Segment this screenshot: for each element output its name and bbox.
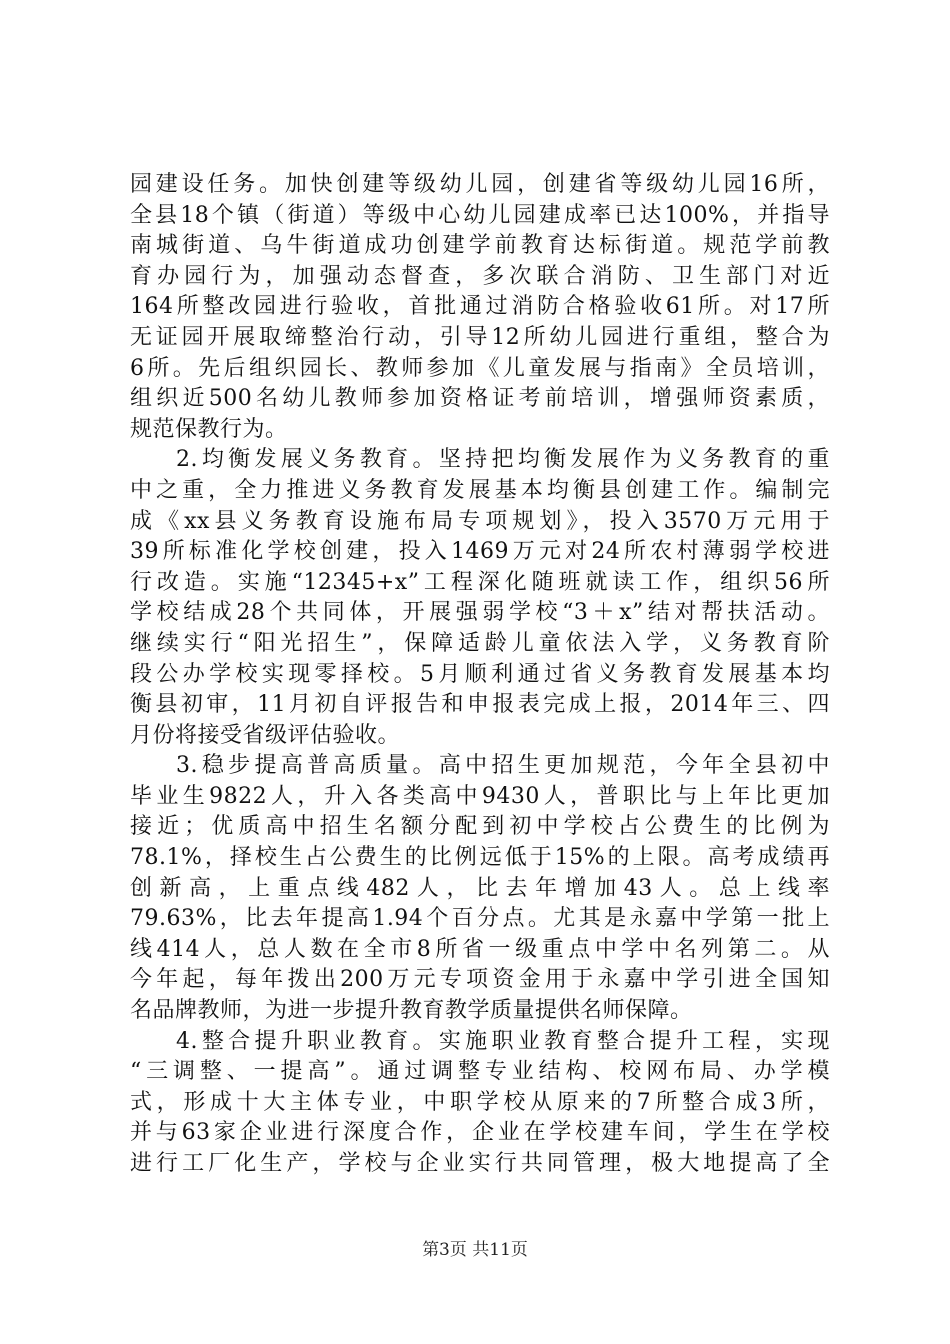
text-line: 衡县初审，11月初自评报告和申报表完成上报，2014年三、四 xyxy=(130,692,830,718)
text-line: 育办园行为，加强动态督查，多次联合消防、卫生部门对近 xyxy=(130,263,830,289)
text-line: 段公办学校实现零择校。5月顺利通过省义务教育发展基本均 xyxy=(130,661,830,687)
text-line: 3.稳步提高普高质量。高中招生更加规范，今年全县初中 xyxy=(176,753,830,779)
text-line: 中之重，全力推进义务教育发展基本均衡县创建工作。编制完 xyxy=(130,477,830,503)
text-line: 2.均衡发展义务教育。坚持把均衡发展作为义务教育的重 xyxy=(176,447,830,473)
text-line: 无证园开展取缔整治行动，引导12所幼儿园进行重组，整合为 xyxy=(130,324,830,350)
text-line: 南城街道、乌牛街道成功创建学前教育达标街道。规范学前教 xyxy=(130,233,830,259)
text-line: 6所。先后组织园长、教师参加《儿童发展与指南》全员培训， xyxy=(130,355,830,381)
text-line: 今年起，每年拨出200万元专项资金用于永嘉中学引进全国知 xyxy=(130,967,830,993)
text-line: 线414人，总人数在全市8所省一级重点中学中名列第二。从 xyxy=(130,936,830,962)
text-line: 名品牌教师，为进一步提升教育教学质量提供名师保障。 xyxy=(130,998,693,1024)
text-line: 学校结成28个共同体，开展强弱学校“3＋x”结对帮扶活动。 xyxy=(130,600,830,626)
text-line: 4.整合提升职业教育。实施职业教育整合提升工程，实现 xyxy=(176,1028,830,1054)
text-line: 行改造。实施“12345+x”工程深化随班就读工作，组织56所 xyxy=(130,569,830,595)
text-line: 进行工厂化生产，学校与企业实行共同管理，极大地提高了全 xyxy=(130,1151,830,1176)
text-line: 继续实行“阳光招生”，保障适龄儿童依法入学，义务教育阶 xyxy=(130,630,830,656)
text-line: 园建设任务。加快创建等级幼儿园，创建省等级幼儿园16所， xyxy=(130,172,830,197)
text-line: 79.63%，比去年提高1.94个百分点。尤其是永嘉中学第一批上 xyxy=(130,906,830,932)
text-line: 成《xx县义务教育设施布局专项规划》，投入3570万元用于 xyxy=(130,508,830,534)
text-line: 创新高，上重点线482人，比去年增加43人。总上线率 xyxy=(130,875,830,901)
text-line: 组织近500名幼儿教师参加资格证考前培训，增强师资素质， xyxy=(130,386,830,412)
text-line: 78.1%，择校生占公费生的比例远低于15%的上限。高考成绩再 xyxy=(130,845,830,871)
page-footer: 第3页 共11页 xyxy=(422,1240,528,1260)
text-line: 164所整改园进行验收，首批通过消防合格验收61所。对17所 xyxy=(130,294,830,320)
text-line: 规范保教行为。 xyxy=(130,416,288,442)
text-line: 全县18个镇（街道）等级中心幼儿园建成率已达100%，并指导 xyxy=(130,202,830,228)
text-line: 式，形成十大主体专业，中职学校从原来的7所整合成3所， xyxy=(130,1089,830,1115)
document-body xyxy=(130,170,830,1180)
text-line: “三调整、一提高”。通过调整专业结构、校网布局、办学模 xyxy=(130,1059,830,1085)
text-line: 月份将接受省级评估验收。 xyxy=(130,722,401,748)
text-line: 毕业生9822人，升入各类高中9430人，普职比与上年比更加 xyxy=(130,783,830,809)
text-line: 39所标准化学校创建，投入1469万元对24所农村薄弱学校进 xyxy=(130,539,830,565)
text-line: 接近；优质高中招生名额分配到初中学校占公费生的比例为 xyxy=(130,814,830,840)
text-line: 并与63家企业进行深度合作，企业在学校建车间，学生在学校 xyxy=(130,1120,830,1146)
